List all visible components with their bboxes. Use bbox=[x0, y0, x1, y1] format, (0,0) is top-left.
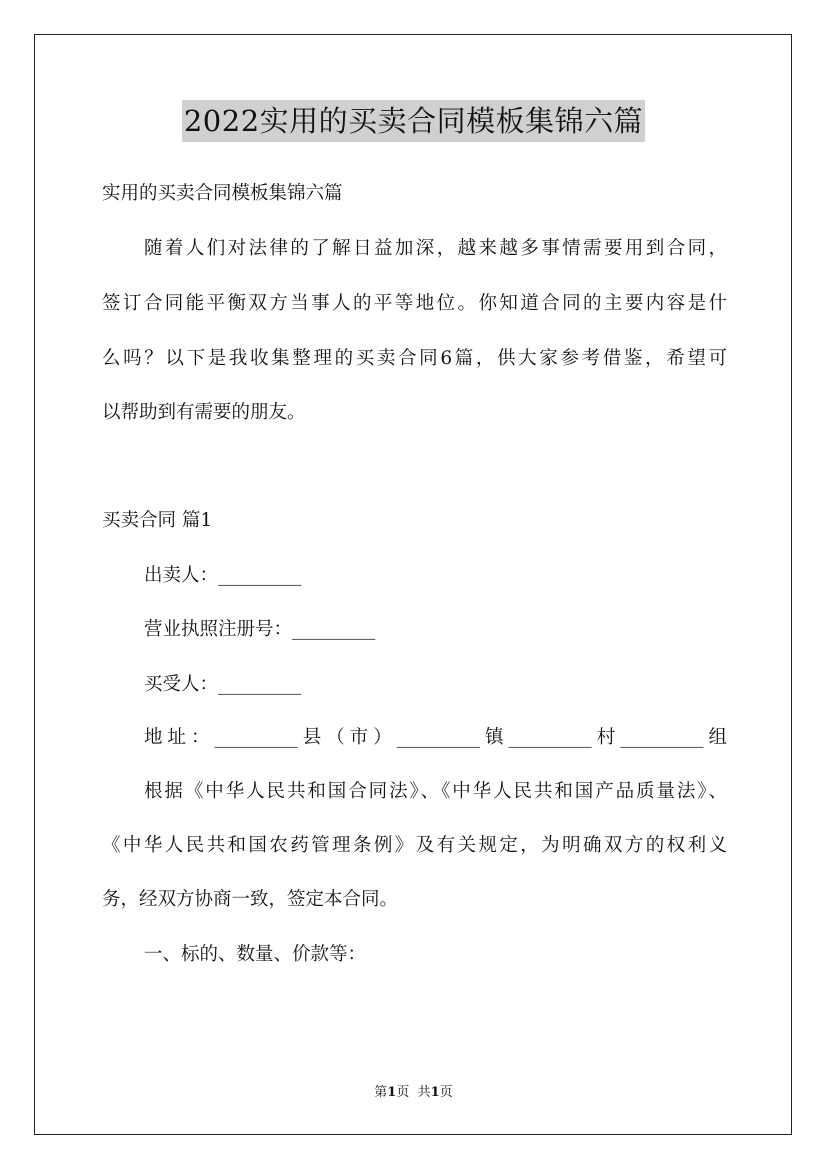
license-field: 营业执照注册号：_________ bbox=[144, 619, 376, 640]
seller-field: 出卖人：_________ bbox=[144, 565, 302, 586]
footer-page-unit: 页 bbox=[396, 1085, 410, 1100]
page-footer bbox=[0, 1084, 827, 1102]
intro-line-1: 随着人们对法律的了解日益加深，越来越多事情需要用到合同， bbox=[144, 238, 727, 259]
footer-page-number: 1 bbox=[387, 1085, 397, 1100]
buyer-field: 买受人：_________ bbox=[144, 674, 302, 695]
intro-line-3: 么吗？以下是我收集整理的买卖合同6篇，供大家参考借鉴，希望可 bbox=[102, 348, 727, 369]
intro-line-2: 签订合同能平衡双方当事人的平等地位。你知道合同的主要内容是什 bbox=[102, 293, 727, 314]
footer-prefix: 第 bbox=[374, 1085, 388, 1100]
basis-line-2: 《中华人民共和国农药管理条例》及有关规定，为明确双方的权利义 bbox=[102, 835, 727, 856]
address-field: 地址：_________县（市）_________镇_________村_________组 bbox=[144, 727, 727, 748]
intro-line-4: 以帮助到有需要的朋友。 bbox=[102, 402, 306, 423]
section-heading: 买卖合同 篇1 bbox=[102, 510, 213, 531]
footer-total-prefix: 共 bbox=[417, 1085, 431, 1100]
basis-line-3: 务，经双方协商一致，签定本合同。 bbox=[102, 889, 399, 910]
document-title bbox=[0, 100, 827, 142]
basis-line-1: 根据《中华人民共和国合同法》、《中华人民共和国产品质量法》、 bbox=[144, 781, 727, 802]
document-title-text: 2022实用的买卖合同模板集锦六篇 bbox=[182, 100, 645, 142]
clause-1-heading: 一、标的、数量、价款等： bbox=[144, 944, 367, 965]
footer-total-pages: 1 bbox=[430, 1085, 440, 1100]
document-subtitle: 实用的买卖合同模板集锦六篇 bbox=[102, 183, 343, 204]
footer-total-unit: 页 bbox=[439, 1085, 453, 1100]
